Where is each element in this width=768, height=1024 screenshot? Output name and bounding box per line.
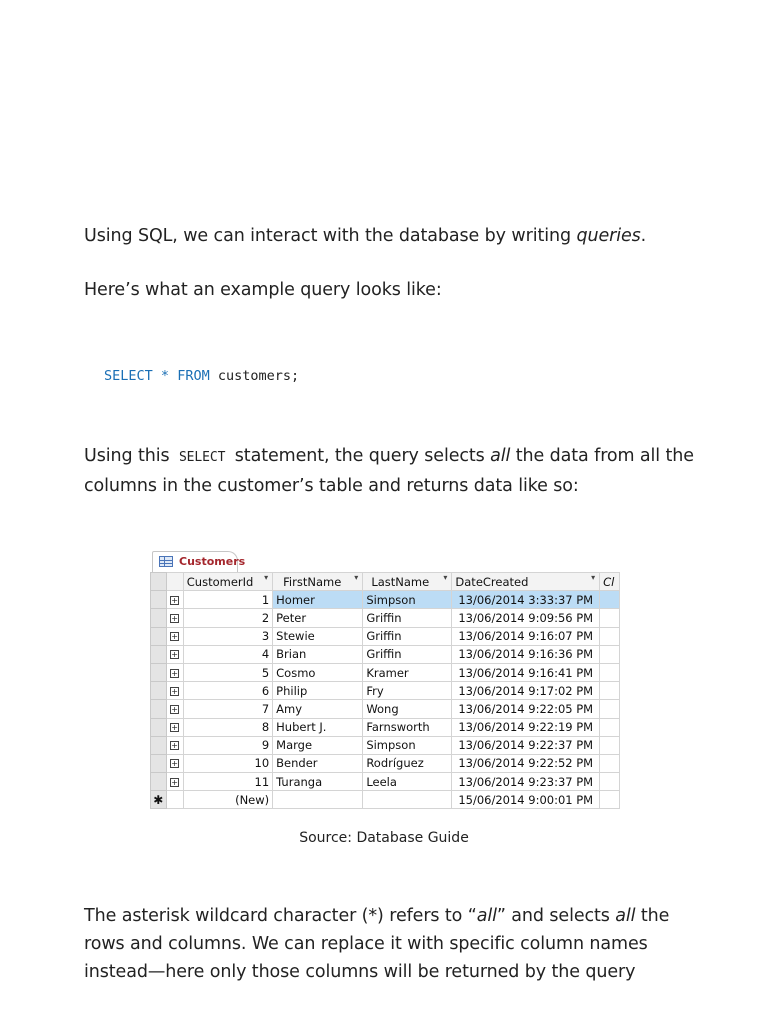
cell-datecreated[interactable]: 13/06/2014 3:33:37 PM [452,591,600,609]
column-header-label: DateCreated [455,574,529,589]
row-selector[interactable] [151,645,167,663]
expand-plus-icon[interactable]: + [171,686,178,696]
cell-firstname[interactable]: Stewie [273,627,363,645]
column-header-customerid[interactable] [183,573,272,591]
cell-truncated[interactable] [600,627,620,645]
customers-table-screenshot [150,550,620,816]
table-row[interactable] [151,591,620,609]
cell-firstname[interactable]: Hubert J. [273,718,363,736]
row-selector[interactable] [151,773,167,791]
wildcard-star: * [160,368,170,384]
column-header-label: Cl [603,574,615,589]
tab-strip [150,550,620,573]
row-selector[interactable] [151,700,167,718]
table-icon [159,556,173,567]
cell-lastname[interactable]: Griffin [363,609,452,627]
new-record-row[interactable] [151,791,620,809]
expand-cell[interactable] [166,591,183,609]
row-selector[interactable] [151,754,167,772]
sql-code-block [104,366,299,386]
cell-customerid[interactable]: 8 [183,718,272,736]
asterisk-text-c: the rows and columns. We can replace it with specific column names instead—here only those columns will be returned by the query [84,906,670,982]
cell-lastname[interactable]: Simpson [363,736,452,754]
dropdown-arrow-icon[interactable]: ▾ [354,573,359,582]
expand-column-header [166,573,183,591]
cell-firstname[interactable]: Brian [273,645,363,663]
customers-grid [150,572,620,809]
row-selector[interactable] [151,591,167,609]
cell-customerid[interactable]: 7 [183,700,272,718]
cell-new-id[interactable]: (New) [183,791,272,809]
column-header-label: LastName [371,574,430,589]
intro-period: . [640,226,647,246]
cell-customerid[interactable]: 4 [183,645,272,663]
cell-datecreated[interactable]: 13/06/2014 9:16:07 PM [452,627,600,645]
intro-text: Using SQL, we can interact with the database by writing [84,226,577,246]
cell-firstname[interactable]: Peter [273,609,363,627]
cell-truncated[interactable] [600,736,620,754]
row-selector[interactable] [151,663,167,681]
cell-firstname[interactable]: Cosmo [273,663,363,681]
table-row[interactable] [151,754,620,772]
cell-customerid[interactable]: 10 [183,754,272,772]
cell-truncated[interactable] [600,645,620,663]
expand-cell[interactable] [166,736,183,754]
expand-plus-icon[interactable]: + [171,613,178,623]
select-text-a: Using this [84,446,175,466]
expand-plus-icon[interactable]: + [171,595,178,605]
table-name: customers; [217,368,300,384]
expand-cell[interactable] [166,718,183,736]
cell-customerid[interactable]: 9 [183,736,272,754]
keyword-from: FROM [177,368,210,384]
select-all-corner[interactable] [151,573,167,591]
cell-datecreated[interactable]: 13/06/2014 9:23:37 PM [452,773,600,791]
row-selector[interactable] [151,736,167,754]
cell-customerid[interactable]: 1 [183,591,272,609]
table-row[interactable] [151,627,620,645]
new-record-marker-icon[interactable]: ✱ [151,791,167,809]
cell-datecreated[interactable]: 13/06/2014 9:09:56 PM [452,609,600,627]
column-header-truncated[interactable] [600,573,620,591]
header-row [151,573,620,591]
example-intro-paragraph: Here’s what an example query looks like: [84,280,442,300]
cell-datecreated[interactable]: 13/06/2014 9:22:05 PM [452,700,600,718]
expand-cell[interactable] [166,627,183,645]
table-row[interactable] [151,682,620,700]
table-row[interactable] [151,663,620,681]
table-row[interactable] [151,700,620,718]
cell-truncated[interactable] [600,754,620,772]
expand-cell[interactable] [166,700,183,718]
table-row[interactable] [151,645,620,663]
cell-customerid[interactable]: 6 [183,682,272,700]
asterisk-text-a: The asterisk wildcard character (*) refers to “ [84,906,477,926]
cell-truncated[interactable] [600,718,620,736]
expand-plus-icon[interactable]: + [171,741,178,751]
cell-new-datecreated[interactable]: 15/06/2014 9:00:01 PM [452,791,600,809]
dropdown-arrow-icon[interactable]: ▾ [443,573,448,582]
cell-datecreated[interactable]: 13/06/2014 9:22:19 PM [452,718,600,736]
row-selector[interactable] [151,627,167,645]
cell-lastname[interactable]: Rodríguez [363,754,452,772]
table-row[interactable] [151,609,620,627]
cell-firstname[interactable]: Philip [273,682,363,700]
expand-cell[interactable] [166,754,183,772]
row-selector[interactable] [151,682,167,700]
dropdown-arrow-icon[interactable]: ▾ [591,573,596,582]
cell-lastname[interactable]: Griffin [363,645,452,663]
select-emphasis: all [490,446,511,466]
cell-datecreated[interactable]: 13/06/2014 9:22:37 PM [452,736,600,754]
cell-truncated[interactable] [600,700,620,718]
cell-customerid[interactable]: 11 [183,773,272,791]
expand-plus-icon[interactable]: + [171,759,178,769]
asterisk-emphasis-2: all [615,906,636,926]
cell-customerid[interactable]: 5 [183,663,272,681]
cell-firstname[interactable]: Turanga [273,773,363,791]
row-selector[interactable] [151,609,167,627]
row-selector[interactable] [151,718,167,736]
cell-lastname[interactable]: Griffin [363,627,452,645]
cell-lastname[interactable]: Fry [363,682,452,700]
cell-new-lastname[interactable] [363,791,452,809]
cell-truncated[interactable] [600,663,620,681]
asterisk-emphasis-1: all [476,906,497,926]
column-header-datecreated[interactable] [452,573,600,591]
cell-truncated[interactable] [600,773,620,791]
cell-lastname[interactable]: Leela [363,773,452,791]
cell-datecreated[interactable]: 13/06/2014 9:22:52 PM [452,754,600,772]
asterisk-explanation-paragraph [84,902,704,986]
expand-plus-icon[interactable]: + [171,650,178,660]
tab-customers-label: Customers [179,555,246,568]
expand-cell[interactable] [166,609,183,627]
intro-paragraph [84,222,704,250]
cell-lastname[interactable]: Wong [363,700,452,718]
dropdown-arrow-icon[interactable]: ▾ [264,573,269,582]
column-header-firstname[interactable] [273,573,363,591]
column-header-label: FirstName [283,574,342,589]
expand-cell [166,791,183,809]
cell-datecreated[interactable]: 13/06/2014 9:16:41 PM [452,663,600,681]
expand-cell[interactable] [166,682,183,700]
expand-plus-icon[interactable]: + [171,777,178,787]
column-header-label: CustomerId [186,574,254,589]
expand-plus-icon[interactable]: + [171,704,178,714]
select-text-c: the data from all the columns in the customer’s table and returns data like so: [84,446,694,496]
expand-cell[interactable] [166,645,183,663]
select-explanation-paragraph [84,442,704,500]
inline-code-select: SELECT [178,450,226,465]
table-row[interactable] [151,736,620,754]
table-row[interactable] [151,773,620,791]
expand-cell[interactable] [166,773,183,791]
cell-datecreated[interactable]: 13/06/2014 9:16:36 PM [452,645,600,663]
intro-emphasis: queries [576,226,641,246]
select-text-b: statement, the query selects [229,446,491,466]
cell-lastname[interactable]: Kramer [363,663,452,681]
cell-truncated[interactable] [600,591,620,609]
cell-new-firstname[interactable] [273,791,363,809]
cell-firstname[interactable]: Marge [273,736,363,754]
image-caption: Source: Database Guide [299,830,469,846]
cell-truncated[interactable] [600,791,620,809]
table-row[interactable] [151,718,620,736]
keyword-select: SELECT [104,368,153,384]
column-header-lastname[interactable] [363,573,452,591]
cell-lastname[interactable]: Simpson [363,591,452,609]
cell-customerid[interactable]: 3 [183,627,272,645]
cell-firstname[interactable]: Amy [273,700,363,718]
cell-datecreated[interactable]: 13/06/2014 9:17:02 PM [452,682,600,700]
asterisk-text-b: ” and selects [496,906,616,926]
cell-truncated[interactable] [600,682,620,700]
cell-firstname[interactable]: Bender [273,754,363,772]
tab-customers[interactable] [152,551,246,572]
expand-plus-icon[interactable]: + [171,723,178,733]
expand-plus-icon[interactable]: + [171,632,178,642]
expand-plus-icon[interactable]: + [171,668,178,678]
cell-firstname[interactable]: Homer [273,591,363,609]
cell-lastname[interactable]: Farnsworth [363,718,452,736]
cell-customerid[interactable]: 2 [183,609,272,627]
expand-cell[interactable] [166,663,183,681]
cell-truncated[interactable] [600,609,620,627]
